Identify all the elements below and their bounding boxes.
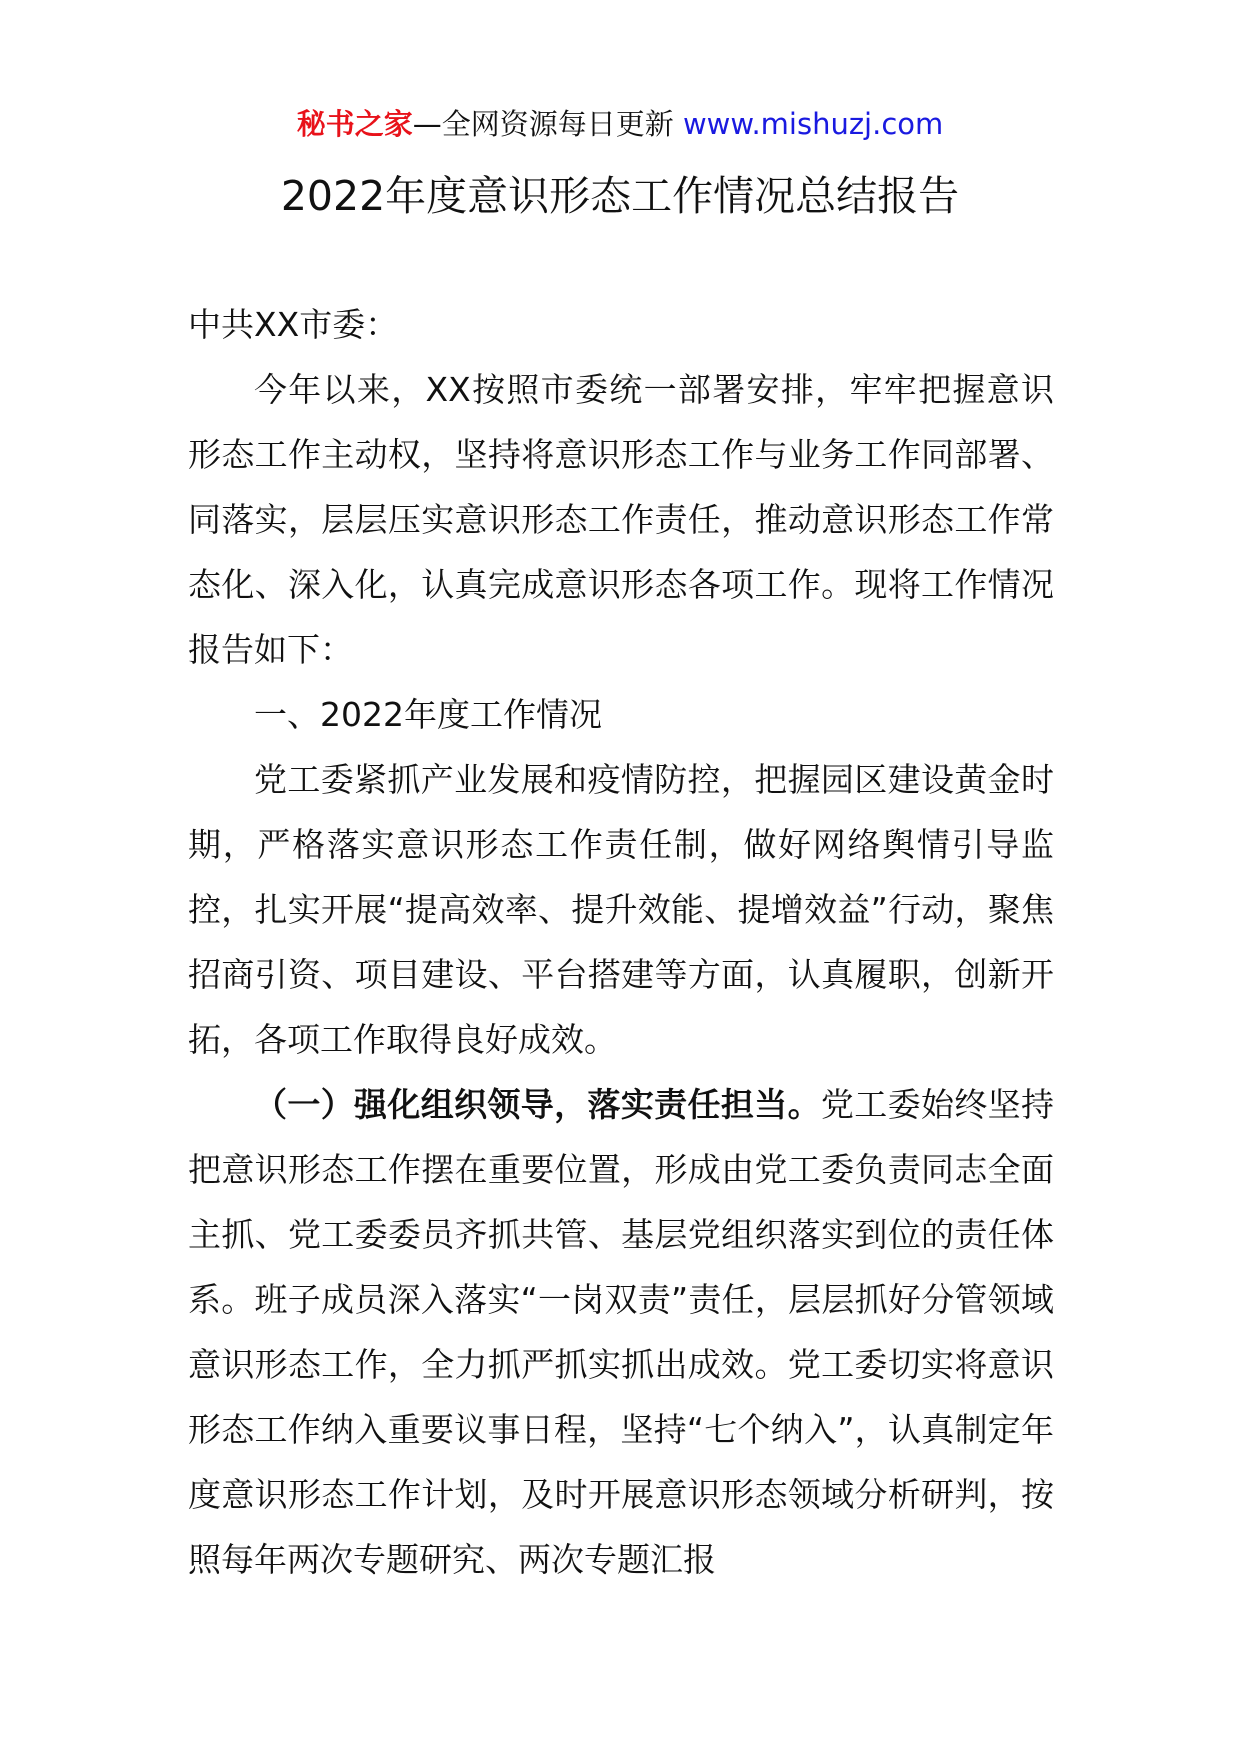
section-heading: 一、2022年度工作情况	[254, 695, 602, 734]
salutation: 中共XX市委：	[188, 305, 399, 344]
subsection-heading: （一）强化组织领导，落实责任担当。	[254, 1085, 821, 1124]
watermark-banner	[0, 104, 1240, 144]
document-body	[188, 292, 1054, 1592]
document-title: 2022年度意识形态工作情况总结报告	[280, 172, 960, 220]
banner-site-url: www.mishuzj.com	[682, 107, 944, 141]
section-paragraph: 党工委紧抓产业发展和疫情防控，把握园区建设黄金时期，严格落实意识形态工作责任制，做好网络舆情引导监控，扎实开展“提高效率、提升效能、提增效益”行动，聚焦招商引资、项目建设、平台搭建等方面，认真履职，创新开拓，各项工作取得良好成效。	[188, 760, 1054, 1059]
banner-tagline: —全网资源每日更新	[412, 107, 683, 141]
banner-brand: 秘书之家	[296, 107, 413, 141]
subsection-paragraph	[188, 1072, 1054, 1592]
subsection-body: 党工委始终坚持把意识形态工作摆在重要位置，形成由党工委负责同志全面主抓、党工委委员齐抓共管、基层党组织落实到位的责任体系。班子成员深入落实“一岗双责”责任，层层抓好分管领域意识形态工作，全力抓严抓实抓出成效。党工委切实将意识形态工作纳入重要议事日程，坚持“七个纳入”，认真制定年度意识形态工作计划，及时开展意识形态领域分析研判，按照每年两次专题研究、两次专题汇报	[188, 1085, 1055, 1579]
intro-paragraph: 今年以来，XX按照市委统一部署安排，牢牢把握意识形态工作主动权，坚持将意识形态工作与业务工作同部署、同落实，层层压实意识形态工作责任，推动意识形态工作常态化、深入化，认真完成意识形态各项工作。现将工作情况报告如下：	[188, 370, 1054, 669]
